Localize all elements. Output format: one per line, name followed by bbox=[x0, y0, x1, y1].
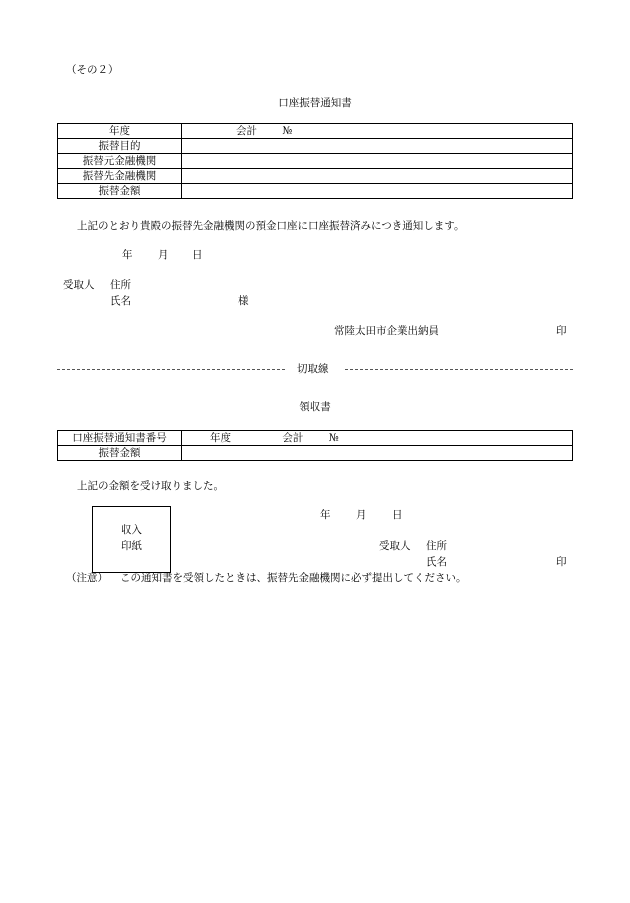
issuer-seal: 印 bbox=[556, 325, 567, 337]
receipt-date-year: 年 bbox=[320, 509, 331, 521]
notice-recipient-honorific: 様 bbox=[238, 295, 249, 307]
notice-label-source-bank: 振替元金融機関 bbox=[58, 154, 182, 169]
receipt-recipient-name-label: 氏名 bbox=[426, 556, 447, 568]
notice-recipient-address-label: 住所 bbox=[110, 279, 131, 291]
receipt-title: 領収書 bbox=[299, 401, 331, 413]
notice-label-purpose: 振替目的 bbox=[58, 139, 182, 154]
notice-cell-account bbox=[182, 124, 573, 139]
notice-value-amount bbox=[182, 184, 573, 199]
notice-row-year bbox=[58, 124, 573, 139]
revenue-stamp-line1: 収入 bbox=[121, 524, 142, 536]
notice-label-year: 年度 bbox=[58, 124, 182, 139]
receipt-year-label: 年度 bbox=[210, 432, 231, 444]
notice-value-dest-bank bbox=[182, 169, 573, 184]
notice-value-purpose bbox=[182, 139, 573, 154]
notice-row-source-bank bbox=[58, 154, 573, 169]
note-label: （注意） bbox=[66, 572, 108, 584]
receipt-recipient-seal: 印 bbox=[556, 556, 567, 568]
notice-row-amount bbox=[58, 184, 573, 199]
notice-number-label: № bbox=[282, 125, 293, 137]
receipt-number-label: № bbox=[328, 432, 339, 444]
notice-recipient-name-label: 氏名 bbox=[110, 295, 131, 307]
receipt-table bbox=[57, 430, 573, 461]
notice-row-dest-bank bbox=[58, 169, 573, 184]
notice-title: 口座振替通知書 bbox=[278, 97, 352, 109]
cut-line-left bbox=[57, 369, 285, 370]
receipt-row-amount bbox=[58, 446, 573, 461]
cut-line-label: 切取線 bbox=[297, 363, 329, 375]
receipt-label-number: 口座振替通知書番号 bbox=[58, 431, 182, 446]
notice-row-purpose bbox=[58, 139, 573, 154]
notice-label-amount: 振替金額 bbox=[58, 184, 182, 199]
issuer-name: 常陸太田市企業出納員 bbox=[334, 325, 439, 337]
receipt-account-label: 会計 bbox=[282, 432, 304, 444]
part-label: （その２） bbox=[66, 64, 119, 76]
revenue-stamp-line2: 印紙 bbox=[121, 540, 142, 552]
notice-table bbox=[57, 123, 573, 199]
receipt-body-text: 上記の金額を受け取りました。 bbox=[77, 480, 224, 492]
receipt-label-amount: 振替金額 bbox=[58, 446, 182, 461]
notice-body-text: 上記のとおり貴殿の振替先金融機関の預金口座に口座振替済みにつき通知します。 bbox=[77, 220, 465, 232]
receipt-row-number bbox=[58, 431, 573, 446]
notice-label-dest-bank: 振替先金融機関 bbox=[58, 169, 182, 184]
receipt-recipient-label: 受取人 bbox=[379, 540, 411, 552]
notice-date-day: 日 bbox=[192, 249, 203, 261]
receipt-recipient-address-label: 住所 bbox=[426, 540, 447, 552]
receipt-value-amount bbox=[182, 446, 573, 461]
cut-line-right bbox=[345, 369, 573, 370]
notice-value-source-bank bbox=[182, 154, 573, 169]
note-text: この通知書を受領したときは、振替先金融機関に必ず提出してください。 bbox=[120, 572, 467, 584]
notice-account-label: 会計 bbox=[236, 125, 257, 137]
receipt-date-day: 日 bbox=[392, 509, 403, 521]
notice-date-month: 月 bbox=[158, 249, 169, 261]
receipt-cell-number bbox=[182, 431, 573, 446]
notice-recipient-label: 受取人 bbox=[63, 279, 95, 291]
receipt-date-month: 月 bbox=[356, 509, 367, 521]
notice-date-year: 年 bbox=[122, 249, 133, 261]
